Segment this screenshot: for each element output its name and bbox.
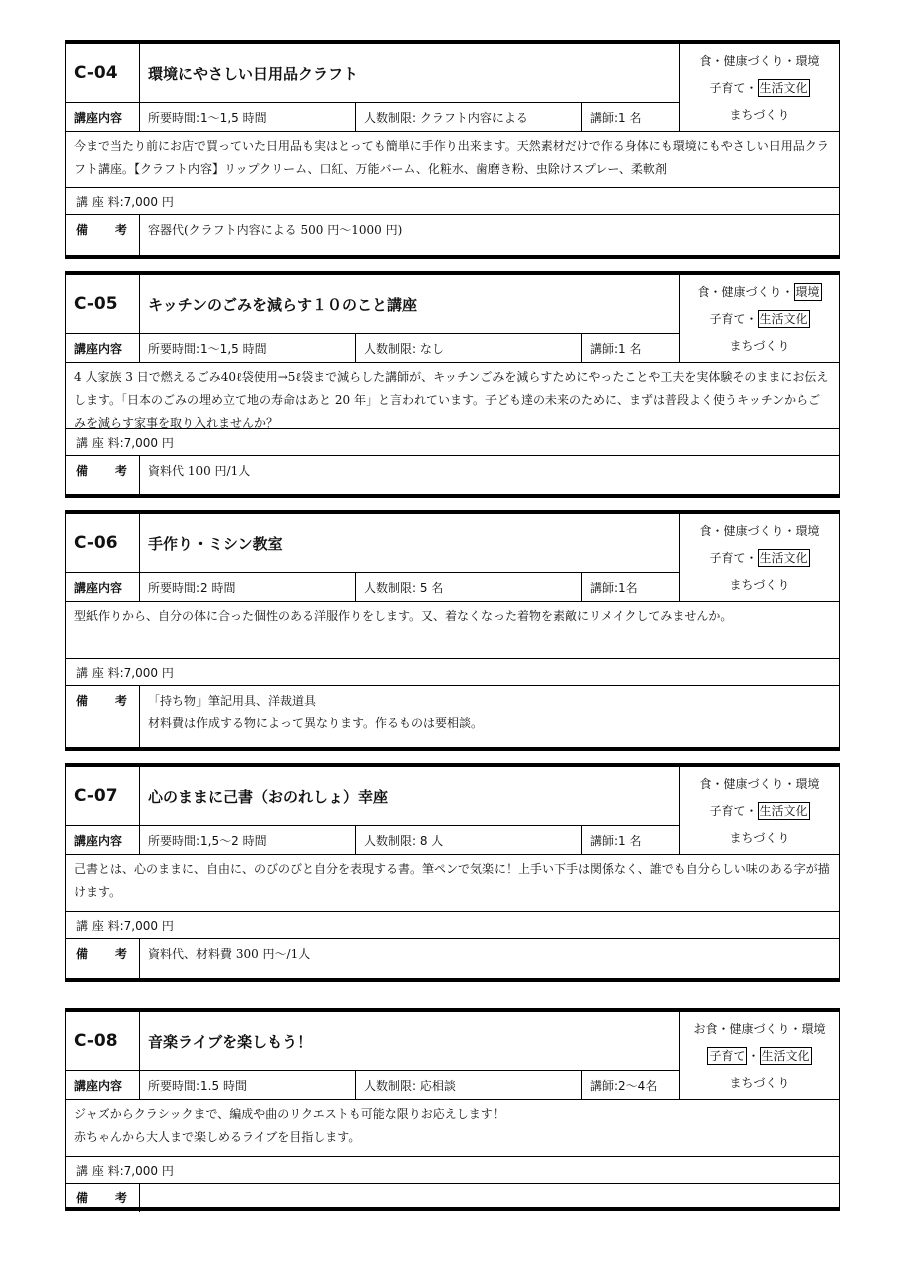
category-machi: まちづくり: [729, 831, 790, 845]
course-fee: 講 座 料:7,000 円: [66, 429, 839, 456]
category-separator: ・: [745, 81, 758, 95]
instructor-count: 講師:1 名: [590, 110, 642, 125]
capacity: 人数制限: なし: [356, 334, 582, 362]
category-list: [680, 1012, 839, 1099]
capacity: 人数制限: 8 人: [356, 826, 582, 854]
category-line-1: 食・健康づくり・環境: [699, 777, 820, 791]
instructor-count: 講師:2～4名: [590, 1078, 658, 1093]
category-line-2: 子育て・ 生活文化: [709, 804, 808, 818]
course-description: ジャズからクラシックまで、編成や曲のリクエストも可能な限りお応えします！ 赤ちゃんから大人まで楽しめるライブを目指します。: [66, 1100, 839, 1157]
category-machi: まちづくり: [729, 1076, 790, 1090]
course-card-c06: [65, 510, 840, 751]
notes-row: [66, 456, 839, 495]
duration: 所要時間:2 時間: [140, 573, 356, 601]
category-line-1: お食・健康づくり・環境: [693, 1022, 826, 1036]
notes-label: 備 考: [66, 686, 140, 748]
category-machi: まちづくり: [729, 339, 790, 353]
category-line-2: 子育て・ 生活文化: [709, 312, 808, 326]
notes-row: [66, 686, 839, 748]
category-line-1: 食・健康づくり・環境: [699, 54, 820, 68]
notes-row: [66, 939, 839, 980]
course-title: 手作り・ミシン教室: [148, 534, 283, 553]
category-kosodate: 子育て: [709, 312, 746, 326]
notes-label: 備 考: [66, 1184, 140, 1212]
course-card-c05: [65, 271, 840, 498]
course-content-label: 講座内容: [66, 334, 140, 362]
category-machi: まちづくり: [729, 578, 790, 592]
course-card-c08: [65, 1008, 840, 1211]
course-code: C-06: [66, 514, 140, 572]
notes-label: 備 考: [66, 939, 140, 980]
capacity: 人数制限: 5 名: [356, 573, 582, 601]
course-title: 音楽ライブを楽しもう！: [148, 1032, 313, 1051]
course-description: 4 人家族 3 日で燃えるごみ40ℓ袋使用→5ℓ袋まで減らした講師が、キッチンごみを減らすためにやったことや工夫を実体験そのままにお伝えします。「日本のごみの埋め立て地の寿命はあと 20 年」と言われています。子ども達の未来のために、まずは普段よく使うキッチンからごみを減らす家事を取り入れませんか？: [66, 363, 839, 429]
category-list: [680, 514, 839, 601]
duration: 所要時間:1～1,5 時間: [140, 103, 356, 131]
notes-row: [66, 215, 839, 258]
category-seikatsu-selected: 生活文化: [759, 312, 808, 326]
notes-value: [140, 1184, 839, 1212]
notes-value: 資料代、材料費 300 円～/1人: [148, 947, 311, 961]
course-content-label: 講座内容: [66, 1071, 140, 1099]
category-list: [680, 44, 839, 131]
notes-value: 資料代 100 円/1人: [148, 464, 251, 478]
notes-label: 備 考: [66, 215, 140, 258]
course-fee: 講 座 料:7,000 円: [66, 912, 839, 939]
course-fee: 講 座 料:7,000 円: [66, 1157, 839, 1184]
course-code: C-07: [66, 767, 140, 825]
category-list: [680, 275, 839, 362]
course-card-c07: [65, 763, 840, 982]
category-kankyo-selected: 環境: [795, 285, 820, 299]
course-fee: 講 座 料:7,000 円: [66, 188, 839, 215]
category-machi: まちづくり: [729, 108, 790, 122]
duration: 所要時間:1.5 時間: [140, 1071, 356, 1099]
category-kosodate-selected: 子育て: [709, 1049, 746, 1063]
category-seikatsu-selected: 生活文化: [759, 804, 808, 818]
course-code: C-05: [66, 275, 140, 333]
category-seikatsu-selected: 生活文化: [761, 1049, 810, 1063]
course-description: 今まで当たり前にお店で買っていた日用品も実はとっても簡単に手作り出来ます。天然素材だけで作る身体にも環境にもやさしい日用品クラフト講座。【クラフト内容】リップクリーム、口紅、万能バーム、化粧水、歯磨き粉、虫除けスプレー、柔軟剤: [66, 132, 839, 188]
category-line-2: 子育て ・ 生活文化: [709, 1049, 810, 1063]
category-list: [680, 767, 839, 854]
instructor-count: 講師:1 名: [590, 833, 642, 848]
category-line-2: [709, 79, 809, 96]
capacity: 人数制限: クラフト内容による: [356, 103, 582, 131]
course-title: キッチンのごみを減らす１０のこと講座: [148, 295, 417, 314]
category-line-1: 食・健康づくり・環境: [699, 524, 820, 538]
capacity: 人数制限: 応相談: [356, 1071, 582, 1099]
course-content-label: 講座内容: [66, 573, 140, 601]
category-kosodate: 子育て: [709, 81, 746, 95]
notes-value: 「持ち物」筆記用具、洋裁道具 材料費は作成する物によって異なります。作るものは要相談。: [148, 694, 484, 730]
course-content-label: 講座内容: [66, 103, 140, 131]
instructor-count: 講師:1 名: [590, 341, 642, 356]
notes-row: [66, 1184, 839, 1212]
course-title: 心のままに己書（おのれしょ）幸座: [148, 787, 389, 806]
duration: 所要時間:1,5～2 時間: [140, 826, 356, 854]
notes-label: 備 考: [66, 456, 140, 495]
instructor-count: 講師:1名: [590, 580, 638, 595]
duration: 所要時間:1～1,5 時間: [140, 334, 356, 362]
course-code: C-04: [66, 44, 140, 102]
category-seikatsu-selected: 生活文化: [759, 551, 808, 565]
course-title: 環境にやさしい日用品クラフト: [148, 64, 359, 83]
category-line-2: 子育て・ 生活文化: [709, 551, 808, 565]
notes-value: 容器代(クラフト内容による 500 円～1000 円): [148, 223, 403, 237]
course-fee: 講 座 料:7,000 円: [66, 659, 839, 686]
course-content-label: 講座内容: [66, 826, 140, 854]
category-seikatsu-selected: 生活文化: [759, 81, 808, 95]
course-card-c04: [65, 40, 840, 259]
course-description: 己書とは、心のままに、自由に、のびのびと自分を表現する書。筆ペンで気楽に！上手い下手は関係なく、誰でも自分らしい味のある字が描けます。: [66, 855, 839, 912]
course-code: C-08: [66, 1012, 140, 1070]
course-description: 型紙作りから、自分の体に合った個性のある洋服作りをします。又、着なくなった着物を素敵にリメイクしてみませんか。: [66, 602, 839, 659]
category-line-1: 食・健康づくり・ 環境: [697, 285, 820, 299]
